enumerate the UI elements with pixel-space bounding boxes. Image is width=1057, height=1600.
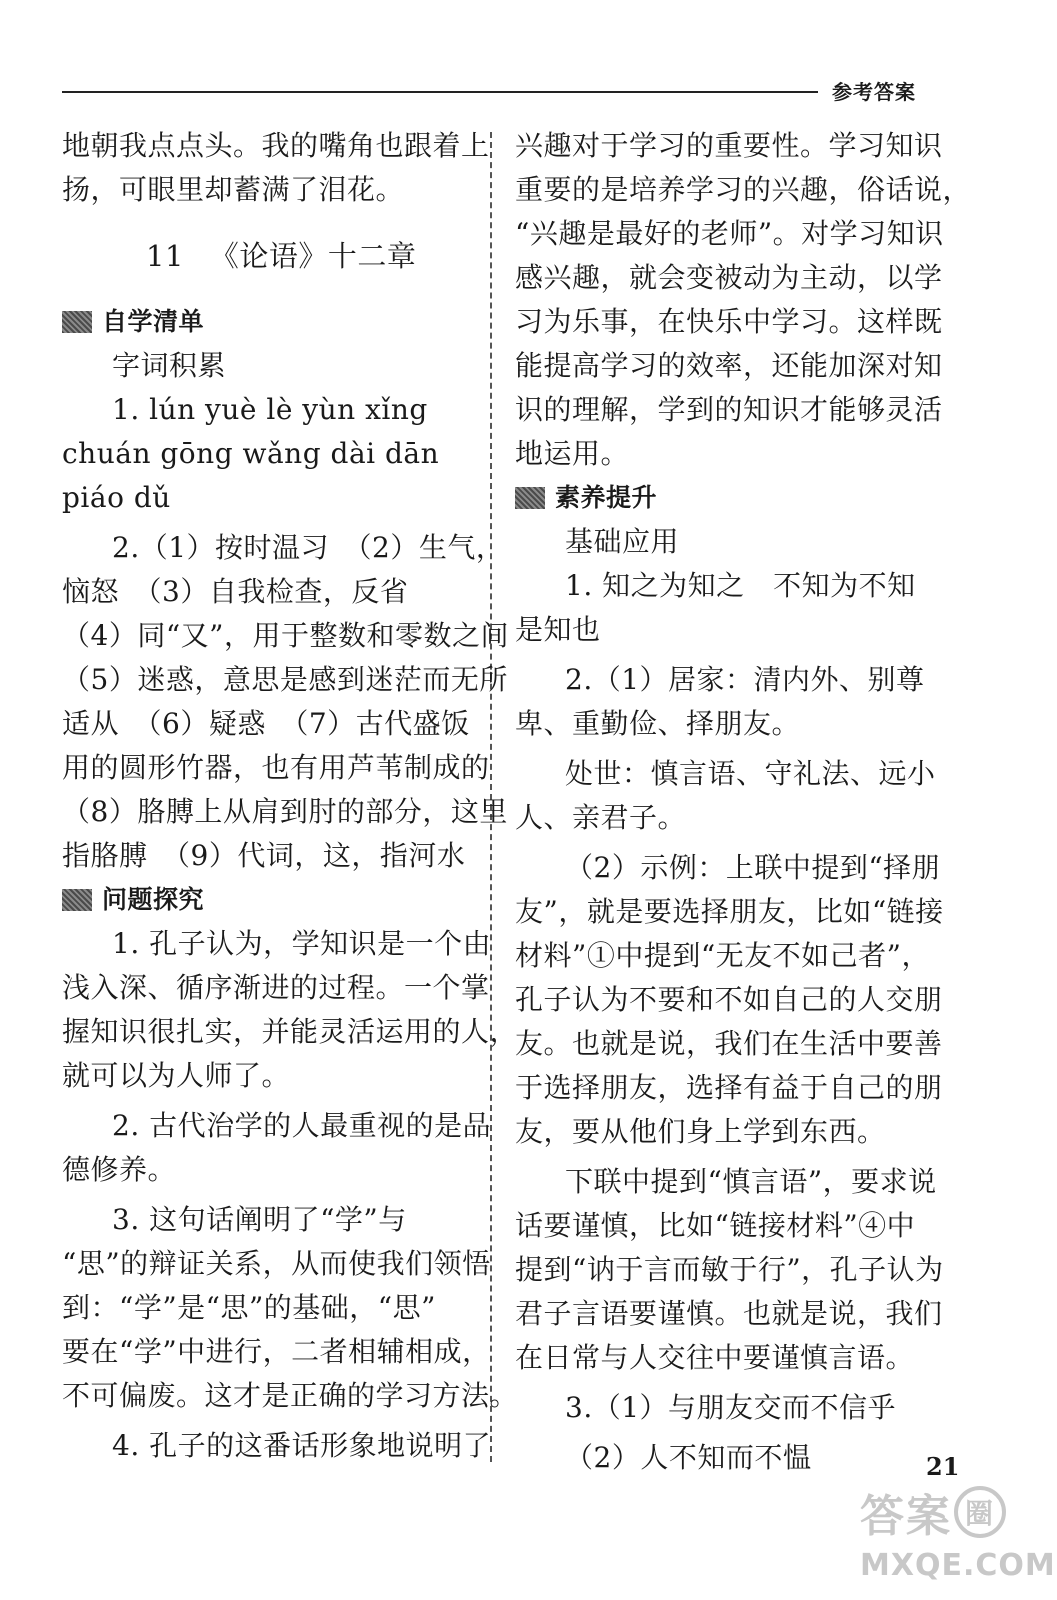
- text-line: 地朝我点点头。我的嘴角也跟着上: [62, 129, 490, 162]
- text-line: 友，要从他们身上学到东西。: [515, 1115, 886, 1148]
- text-line: 德修养。: [62, 1153, 177, 1186]
- left-column: [62, 124, 519, 1468]
- text-line: （2）人不知而不愠: [565, 1441, 812, 1474]
- text-line: piáo dǔ: [62, 481, 171, 514]
- subsection-title: 基础应用: [565, 525, 680, 558]
- text-line: 材料”①中提到“无友不如己者”，: [515, 939, 930, 972]
- text-line: （8）胳膊上从肩到肘的部分，这里: [62, 795, 508, 828]
- text-line: 3. 这句话阐明了“学”与: [112, 1203, 407, 1236]
- text-line: 1. 知之为知之 不知为不知: [565, 569, 916, 602]
- watermark-domain: MXQE.COM: [860, 1548, 1056, 1583]
- text-line: “兴趣是最好的老师”。对学习知识: [515, 217, 944, 250]
- text-line: 能提高学习的效率，还能加深对知: [515, 349, 943, 382]
- text-line: 卑、重勤俭、择朋友。: [515, 707, 801, 740]
- text-line: 3.（1）与朋友交而不信乎: [565, 1391, 897, 1424]
- text-line: 1. 孔子认为，学知识是一个由: [112, 927, 492, 960]
- chapter-title: 《论语》十二章: [209, 239, 417, 273]
- text-line: 兴趣对于学习的重要性。学习知识: [515, 129, 943, 162]
- text-line: 君子言语要谨慎。也就是说，我们: [515, 1297, 943, 1330]
- text-line: 地运用。: [515, 437, 630, 470]
- section-marker-icon: [62, 311, 92, 333]
- text-line: 1. lún yuè lè yùn xǐng: [112, 393, 428, 426]
- text-line: 扬，可眼里却蓄满了泪花。: [62, 173, 405, 206]
- running-header: 参考答案: [832, 80, 916, 104]
- text-line: 友。也就是说，我们在生活中要善: [515, 1027, 943, 1060]
- section-inquiry: [62, 878, 472, 922]
- section-literacy: [515, 476, 935, 520]
- text-line: 不可偏废。这才是正确的学习方法。: [62, 1379, 519, 1412]
- text-line: 话要谨慎，比如“链接材料”④中: [515, 1209, 916, 1242]
- text-line: 到：“学”是“思”的基础，“思”: [62, 1291, 436, 1324]
- text-line: 2.（1）按时温习 （2）生气，: [112, 531, 505, 564]
- text-line: 下联中提到“慎言语”，要求说: [565, 1165, 937, 1198]
- right-column: [515, 124, 972, 1480]
- section-title: 自学清单: [102, 307, 205, 336]
- text-line: 提到“讷于言而敏于行”，孔子认为: [515, 1253, 944, 1286]
- text-line: 在日常与人交往中要谨慎言语。: [515, 1341, 915, 1374]
- text-line: （2）示例：上联中提到“择朋: [565, 851, 941, 884]
- section-self-study: [62, 300, 472, 344]
- section-title: 素养提升: [555, 483, 658, 512]
- text-line: 重要的是培养学习的兴趣，俗话说，: [515, 173, 972, 206]
- text-line: “思”的辩证关系，从而使我们领悟: [62, 1247, 491, 1280]
- text-line: 于选择朋友，选择有益于自己的朋: [515, 1071, 943, 1104]
- text-line: 感兴趣，就会变被动为主动，以学: [515, 261, 943, 294]
- section-marker-icon: [62, 889, 92, 911]
- text-line: （4）同“又”，用于整数和零数之间: [62, 619, 509, 652]
- text-line: 4. 孔子的这番话形象地说明了: [112, 1429, 492, 1462]
- text-line: chuán gōng wǎng dài dān: [62, 437, 440, 470]
- header-rule: [62, 91, 818, 93]
- text-line: 是知也: [515, 613, 601, 646]
- text-line: 浅入深、循序渐进的过程。一个掌: [62, 971, 490, 1004]
- text-line: 恼怒 （3）自我检查，反省: [62, 575, 409, 608]
- text-line: 握知识很扎实，并能灵活运用的人，: [62, 1015, 519, 1048]
- text-line: 就可以为人师了。: [62, 1059, 291, 1092]
- text-line: 要在“学”中进行，二者相辅相成，: [62, 1335, 491, 1368]
- text-line: 习为乐事，在快乐中学习。这样既: [515, 305, 943, 338]
- text-line: 孔子认为不要和不如自己的人交朋: [515, 983, 943, 1016]
- text-line: 2.（1）居家：清内外、别尊: [565, 663, 925, 696]
- text-line: 适从 （6）疑惑 （7）古代盛饭: [62, 707, 470, 740]
- watermark-circle-icon: 圈: [954, 1486, 1006, 1538]
- chapter-heading: [62, 212, 472, 300]
- text-line: 人、亲君子。: [515, 801, 687, 834]
- text-line: 指胳膊 （9）代词，这，指河水: [62, 839, 466, 872]
- text-line: 用的圆形竹器，也有用芦苇制成的: [62, 751, 490, 784]
- text-line: 识的理解，学到的知识才能够灵活: [515, 393, 943, 426]
- text-line: 友”，就是要选择朋友，比如“链接: [515, 895, 944, 928]
- watermark-text: 答案: [860, 1491, 952, 1542]
- text-line: 2. 古代治学的人最重视的是品: [112, 1109, 492, 1142]
- section-marker-icon: [515, 487, 545, 509]
- page-number: 21: [926, 1452, 960, 1481]
- text-line: 处世：慎言语、守礼法、远小: [565, 757, 936, 790]
- watermark: [860, 1480, 1056, 1590]
- chapter-number: 11: [146, 239, 184, 273]
- subsection-title: 字词积累: [112, 349, 227, 382]
- section-title: 问题探究: [102, 885, 205, 914]
- text-line: （5）迷惑，意思是感到迷茫而无所: [62, 663, 508, 696]
